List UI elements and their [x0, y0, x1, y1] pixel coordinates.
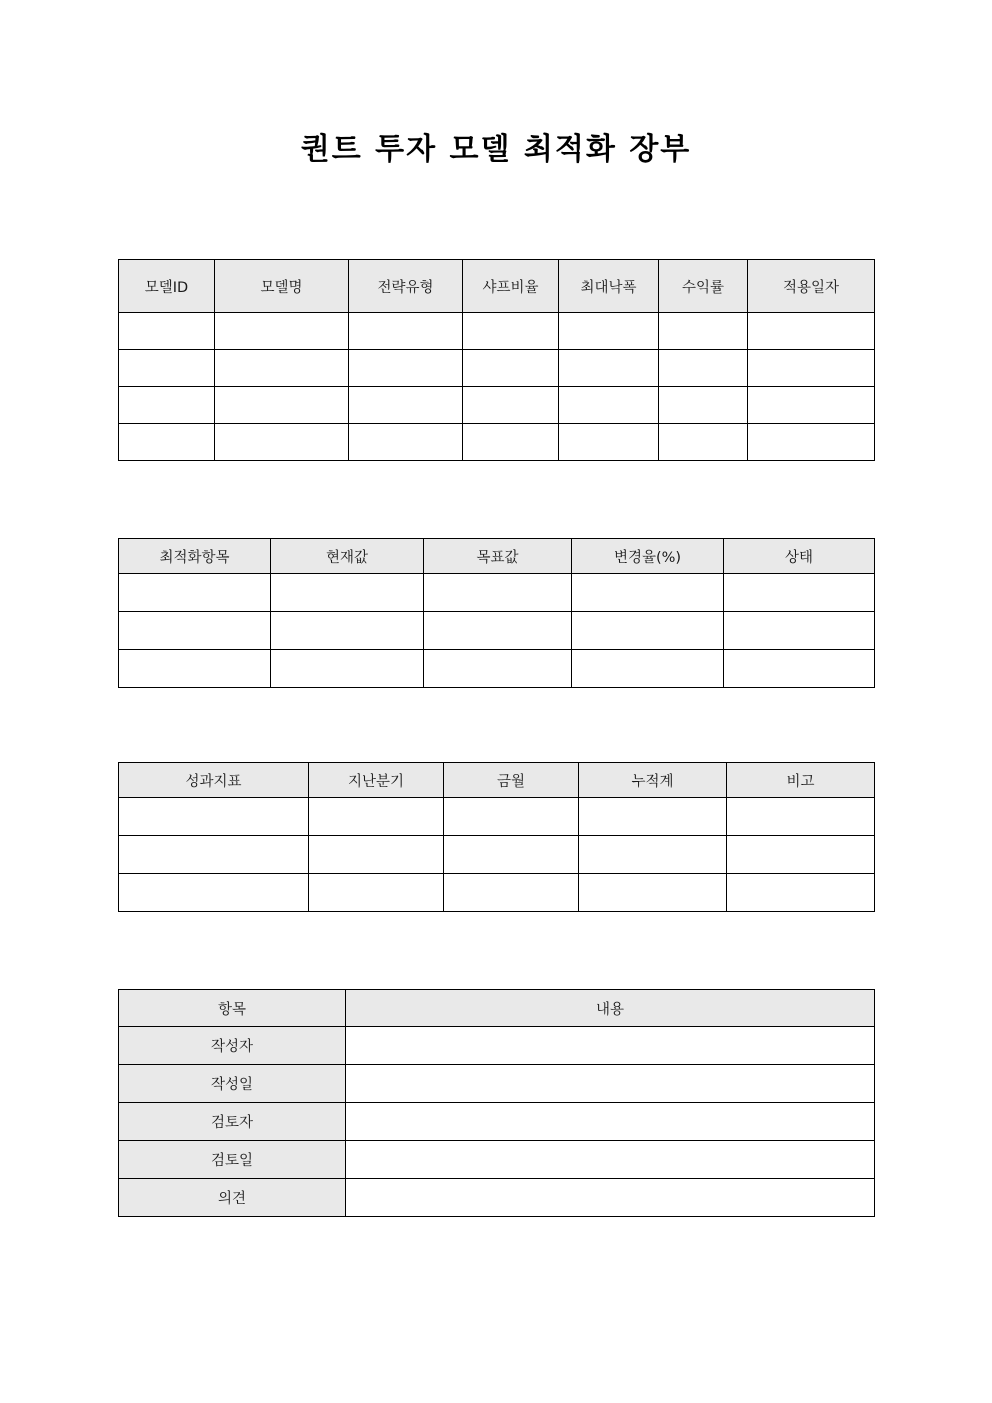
cell-performance-metric[interactable] — [119, 836, 309, 874]
cell-author-value[interactable] — [346, 1027, 875, 1065]
cell-return-rate[interactable] — [659, 350, 748, 387]
cell-last-quarter[interactable] — [309, 798, 444, 836]
column-header-item: 항목 — [119, 990, 346, 1027]
cell-target-value[interactable] — [424, 612, 572, 650]
cell-remarks[interactable] — [727, 798, 875, 836]
cell-return-rate[interactable] — [659, 387, 748, 424]
cell-model-id[interactable] — [119, 387, 215, 424]
cell-max-drawdown[interactable] — [559, 424, 659, 461]
table-row — [119, 874, 875, 912]
cell-change-rate[interactable] — [572, 650, 724, 688]
cell-change-rate[interactable] — [572, 574, 724, 612]
cell-model-name[interactable] — [215, 313, 349, 350]
cell-model-name[interactable] — [215, 387, 349, 424]
row-label-author-date: 작성일 — [119, 1065, 346, 1103]
row-label-review-date: 검토일 — [119, 1141, 346, 1179]
column-header-content: 내용 — [346, 990, 875, 1027]
cell-model-id[interactable] — [119, 424, 215, 461]
column-header-max-drawdown: 최대낙폭 — [559, 260, 659, 313]
signoff-table — [118, 989, 875, 1217]
cell-remarks[interactable] — [727, 874, 875, 912]
table-row — [119, 313, 875, 350]
table-row — [119, 798, 875, 836]
cell-strategy-type[interactable] — [349, 387, 463, 424]
cell-current-value[interactable] — [271, 612, 424, 650]
table-row — [119, 1179, 875, 1217]
cell-target-value[interactable] — [424, 650, 572, 688]
cell-apply-date[interactable] — [748, 313, 875, 350]
column-header-model-name: 모델명 — [215, 260, 349, 313]
cell-sharpe-ratio[interactable] — [463, 387, 559, 424]
table-row — [119, 650, 875, 688]
cell-apply-date[interactable] — [748, 424, 875, 461]
column-header-sharpe-ratio: 샤프비율 — [463, 260, 559, 313]
cell-this-month[interactable] — [444, 836, 579, 874]
cell-max-drawdown[interactable] — [559, 313, 659, 350]
performance-table — [118, 762, 875, 912]
cell-change-rate[interactable] — [572, 612, 724, 650]
column-header-return-rate: 수익률 — [659, 260, 748, 313]
column-header-change-rate: 변경율(%) — [572, 539, 724, 574]
table-row — [119, 1027, 875, 1065]
column-header-status: 상태 — [724, 539, 875, 574]
cell-model-id[interactable] — [119, 350, 215, 387]
cell-model-id[interactable] — [119, 313, 215, 350]
table-row — [119, 612, 875, 650]
cell-sharpe-ratio[interactable] — [463, 424, 559, 461]
cell-performance-metric[interactable] — [119, 874, 309, 912]
table-header-row — [119, 260, 875, 313]
cell-remarks[interactable] — [727, 836, 875, 874]
cell-this-month[interactable] — [444, 874, 579, 912]
cell-optimization-item[interactable] — [119, 574, 271, 612]
cell-reviewer-value[interactable] — [346, 1103, 875, 1141]
cell-max-drawdown[interactable] — [559, 350, 659, 387]
cell-status[interactable] — [724, 612, 875, 650]
cell-opinion-value[interactable] — [346, 1179, 875, 1217]
cell-status[interactable] — [724, 650, 875, 688]
models-table — [118, 259, 875, 461]
cell-performance-metric[interactable] — [119, 798, 309, 836]
cell-model-name[interactable] — [215, 350, 349, 387]
cell-strategy-type[interactable] — [349, 350, 463, 387]
table-row — [119, 387, 875, 424]
row-label-opinion: 의견 — [119, 1179, 346, 1217]
table-row — [119, 1141, 875, 1179]
table-row — [119, 350, 875, 387]
column-header-optimization-item: 최적화항목 — [119, 539, 271, 574]
cell-author-date-value[interactable] — [346, 1065, 875, 1103]
column-header-model-id: 모델ID — [119, 260, 215, 313]
table-header-row — [119, 763, 875, 798]
cell-current-value[interactable] — [271, 574, 424, 612]
table-row — [119, 424, 875, 461]
table-row — [119, 1065, 875, 1103]
table-header-row — [119, 539, 875, 574]
table-row — [119, 836, 875, 874]
cell-review-date-value[interactable] — [346, 1141, 875, 1179]
cell-optimization-item[interactable] — [119, 650, 271, 688]
cell-target-value[interactable] — [424, 574, 572, 612]
cell-optimization-item[interactable] — [119, 612, 271, 650]
cell-this-month[interactable] — [444, 798, 579, 836]
table-row — [119, 574, 875, 612]
cell-cumulative[interactable] — [579, 836, 727, 874]
column-header-cumulative: 누적계 — [579, 763, 727, 798]
cell-cumulative[interactable] — [579, 874, 727, 912]
column-header-performance-metric: 성과지표 — [119, 763, 309, 798]
cell-last-quarter[interactable] — [309, 874, 444, 912]
cell-apply-date[interactable] — [748, 350, 875, 387]
column-header-this-month: 금월 — [444, 763, 579, 798]
column-header-current-value: 현재값 — [271, 539, 424, 574]
cell-model-name[interactable] — [215, 424, 349, 461]
column-header-target-value: 목표값 — [424, 539, 572, 574]
table-header-row — [119, 990, 875, 1027]
column-header-remarks: 비고 — [727, 763, 875, 798]
cell-sharpe-ratio[interactable] — [463, 350, 559, 387]
cell-max-drawdown[interactable] — [559, 387, 659, 424]
row-label-author: 작성자 — [119, 1027, 346, 1065]
cell-return-rate[interactable] — [659, 424, 748, 461]
column-header-last-quarter: 지난분기 — [309, 763, 444, 798]
cell-last-quarter[interactable] — [309, 836, 444, 874]
cell-sharpe-ratio[interactable] — [463, 313, 559, 350]
column-header-apply-date: 적용일자 — [748, 260, 875, 313]
cell-strategy-type[interactable] — [349, 424, 463, 461]
page-title: 퀀트 투자 모델 최적화 장부 — [300, 132, 692, 167]
cell-status[interactable] — [724, 574, 875, 612]
row-label-reviewer: 검토자 — [119, 1103, 346, 1141]
cell-apply-date[interactable] — [748, 387, 875, 424]
cell-current-value[interactable] — [271, 650, 424, 688]
cell-strategy-type[interactable] — [349, 313, 463, 350]
table-row — [119, 1103, 875, 1141]
optimization-table — [118, 538, 875, 688]
cell-return-rate[interactable] — [659, 313, 748, 350]
column-header-strategy-type: 전략유형 — [349, 260, 463, 313]
cell-cumulative[interactable] — [579, 798, 727, 836]
